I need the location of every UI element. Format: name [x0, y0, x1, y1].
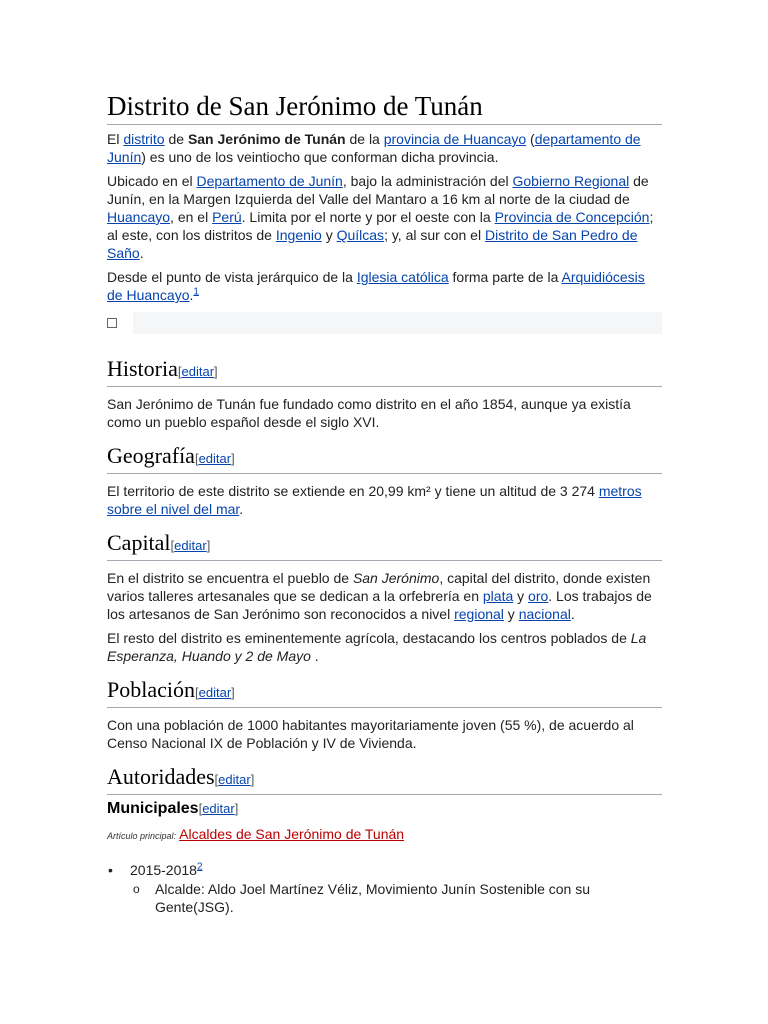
- edit-link-capital[interactable]: editar: [174, 538, 207, 553]
- edit-link-autoridades[interactable]: editar: [218, 772, 251, 787]
- link-iglesia-catolica[interactable]: Iglesia católica: [356, 269, 449, 285]
- link-regional[interactable]: regional: [454, 606, 504, 622]
- article-content: [107, 90, 662, 916]
- link-alcaldes-san-jeronimo[interactable]: Alcaldes de San Jerónimo de Tunán: [179, 826, 405, 842]
- link-plata[interactable]: plata: [482, 588, 514, 604]
- edit-section-poblacion: [editar]: [195, 685, 235, 700]
- reference-1[interactable]: 1: [193, 286, 199, 298]
- edit-section-geografia: [editar]: [194, 451, 235, 466]
- link-provincia-huancayo[interactable]: provincia de Huancayo: [383, 131, 527, 147]
- heading-poblacion: Población[editar]: [107, 677, 662, 708]
- intro-paragraph-1: El distrito de San Jerónimo de Tunán de la provincia de Huancayo (departamento de Junín) es uno de los veintiocho que conforman dicha provincia.: [107, 131, 641, 165]
- edit-section-capital: [editar]: [170, 538, 211, 553]
- link-huancayo[interactable]: Huancayo: [107, 209, 171, 225]
- capital-paragraph-1: En el distrito se encuentra el pueblo de San Jerónimo, capital del distrito, donde existen varios talleres artesanales que se dedican a la orfebrería en plata y oro. Los trabajos de los artesanos de San Jerónimo son reconocidos a nivel regional y nacional.: [107, 570, 652, 622]
- link-metros-sobre-nivel-del-mar[interactable]: metros sobre el nivel del mar: [107, 483, 642, 517]
- capital-paragraph-2: El resto del distrito es eminentemente agrícola, destacando los centros poblados de La Esperanza, Huando y 2 de Mayo .: [107, 630, 647, 664]
- edit-section-municipales: [editar]: [198, 801, 239, 816]
- edit-link-geografia[interactable]: editar: [198, 451, 232, 466]
- heading-capital: Capital[editar]: [107, 530, 662, 561]
- edit-section-historia: [editar]: [177, 364, 218, 379]
- page-title: Distrito de San Jerónimo de Tunán: [107, 90, 662, 125]
- edit-link-poblacion[interactable]: editar: [198, 685, 232, 700]
- district-name-bold: San Jerónimo de Tunán: [187, 131, 346, 147]
- reference-2[interactable]: 2: [196, 861, 203, 873]
- link-departamento-junin[interactable]: departamento de Junín: [107, 131, 641, 165]
- link-quilcas[interactable]: Quílcas: [336, 227, 385, 243]
- link-provincia-concepcion[interactable]: Provincia de Concepción: [494, 209, 650, 225]
- table-of-contents: [107, 312, 662, 334]
- heading-autoridades: Autoridades[editar]: [107, 764, 662, 795]
- link-ingenio[interactable]: Ingenio: [275, 227, 322, 243]
- heading-geografia: Geografía[editar]: [107, 443, 662, 474]
- heading-historia: Historia[editar]: [107, 356, 662, 387]
- intro-paragraph-3: Desde el punto de vista jerárquico de la Iglesia católica forma parte de la Arquidiócesis de Huancayo.$^1$: [107, 269, 645, 303]
- link-gobierno-regional[interactable]: Gobierno Regional: [512, 173, 630, 189]
- link-oro[interactable]: oro: [528, 588, 549, 604]
- list-item: • 2015-2018$^2$ o Alcalde: Aldo Joel Martínez Véliz, Movimiento Junín Sostenible con su Gente(JSG).: [130, 861, 662, 916]
- toc-bar: [133, 312, 662, 334]
- link-departamento-de-junin[interactable]: Departamento de Junín: [196, 173, 343, 189]
- intro-paragraph-2: Ubicado en el Departamento de Junín, bajo la administración del Gobierno Regional de Junín, en la Margen Izquierda del Valle del Mantaro a 16 km al norte de la ciudad de Huancayo, en el Perú. Limita por el norte y por el oeste con la Provincia de Concepción; al este, con los distritos de Ingenio y Quílcas; y, al sur con el Distrito de San Pedro de Saño.: [107, 173, 654, 261]
- authorities-list: [107, 861, 662, 916]
- authorities-sublist: [130, 880, 662, 916]
- edit-section-autoridades: [editar]: [214, 772, 255, 787]
- poblacion-text: Con una población de 1000 habitantes mayoritariamente joven (55 %), de acuerdo al Censo Nacional IX de Población y IV de Vivienda.: [107, 717, 634, 751]
- main-article-note: Artículo principal: Alcaldes de San Jerónimo de Tunán: [107, 826, 405, 842]
- link-distrito[interactable]: distrito: [123, 131, 165, 147]
- link-peru[interactable]: Perú: [212, 209, 242, 225]
- link-arquidiocesis-huancayo[interactable]: Arquidiócesis de Huancayo: [107, 269, 645, 303]
- edit-link-municipales[interactable]: editar: [202, 801, 235, 816]
- geografia-text: El territorio de este distrito se extiende en 20,99 km² y tiene un altitud de 3 274 metros sobre el nivel del mar.: [107, 483, 642, 517]
- checkbox-icon[interactable]: [107, 318, 117, 328]
- edit-link-historia[interactable]: editar: [181, 364, 215, 379]
- heading-municipales: Municipales[editar]: [107, 800, 239, 817]
- link-san-pedro-de-sano[interactable]: Distrito de San Pedro de Saño: [107, 227, 638, 261]
- historia-text: San Jerónimo de Tunán fue fundado como distrito en el año 1854, aunque ya existía como un pueblo español desde el siglo XVI.: [107, 396, 631, 430]
- link-nacional[interactable]: nacional: [518, 606, 571, 622]
- list-item: o Alcalde: Aldo Joel Martínez Véliz, Movimiento Junín Sostenible con su Gente(JSG).: [155, 880, 662, 916]
